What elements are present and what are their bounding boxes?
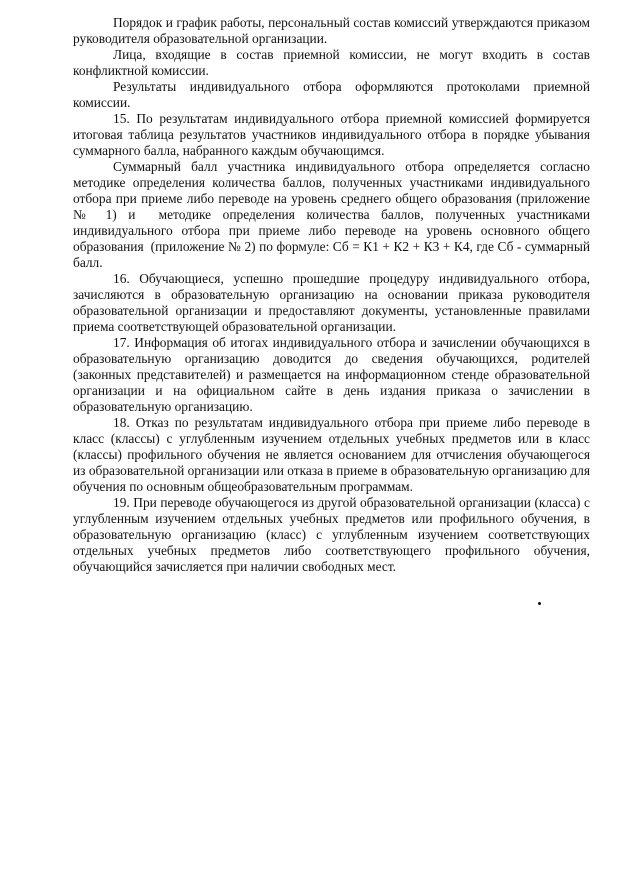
paragraph-item-15: 15. По результатам индивидуального отбора приемной комиссией формируется итоговая таблица результатов участников индивидуального отбора в порядке убывания суммарного балла, набранного каждым обучающимся. (73, 111, 594, 158)
document-page (73, 15, 594, 575)
paragraph-item-16: 16. Обучающиеся, успешно прошедшие процедуру индивидуального отбора, зачисляются в образовательную организацию на основании приказа руководителя образовательной организации и предоставляют документы, установленные правилами приема соответствующей образовательной организации. (73, 271, 594, 334)
scan-dot-mark (538, 602, 541, 605)
paragraph-item-18: 18. Отказ по результатам индивидуального отбора при приеме либо переводе в класс (классы) с углубленным изучением отдельных учебных предметов или в класс (классы) профильного обучения не является основанием для отчисления обучающегося из образовательной организации или отказа в приеме в образовательную организацию для обучения по основным общеобразовательным программам. (73, 415, 594, 494)
paragraph-item-19: 19. При переводе обучающегося из другой образовательной организации (класса) с углубленным изучением отдельных учебных предметов или профильного обучения, в образовательную организацию (класс) с углубленным изучением соответствующих отдельных учебных предметов либо соответствующего профильного обучения, обучающийся зачисляется при наличии свободных мест. (73, 495, 594, 574)
paragraph-item-17: 17. Информация об итогах индивидуального отбора и зачислении обучающихся в образовательную организацию доводится до сведения обучающихся, родителей (законных представителей) и размещается на информационном стенде образовательной организации и на официальном сайте в день издания приказа о зачислении в образовательную организацию. (73, 335, 594, 414)
paragraph-total-score: Суммарный балл участника индивидуального отбора определяется согласно методике определения количества баллов, полученных участниками индивидуального отбора при приеме либо переводе на уровень среднего общего образования (приложение № 1) и методике определения количества баллов, полученных участниками индивидуального отбора при приеме либо переводе на уровень основного общего образования (приложение № 2) по формуле: Сб = К1 + К2 + К3 + К4, где Сб - суммарный балл. (73, 159, 594, 270)
paragraph-selection-protocols: Результаты индивидуального отбора оформляются протоколами приемной комиссии. (73, 79, 594, 110)
paragraph-commission-schedule: Порядок и график работы, персональный состав комиссий утверждаются приказом руководителя образовательной организации. (73, 15, 594, 46)
paragraph-commission-membership: Лица, входящие в состав приемной комиссии, не могут входить в состав конфликтной комиссии. (73, 47, 594, 78)
